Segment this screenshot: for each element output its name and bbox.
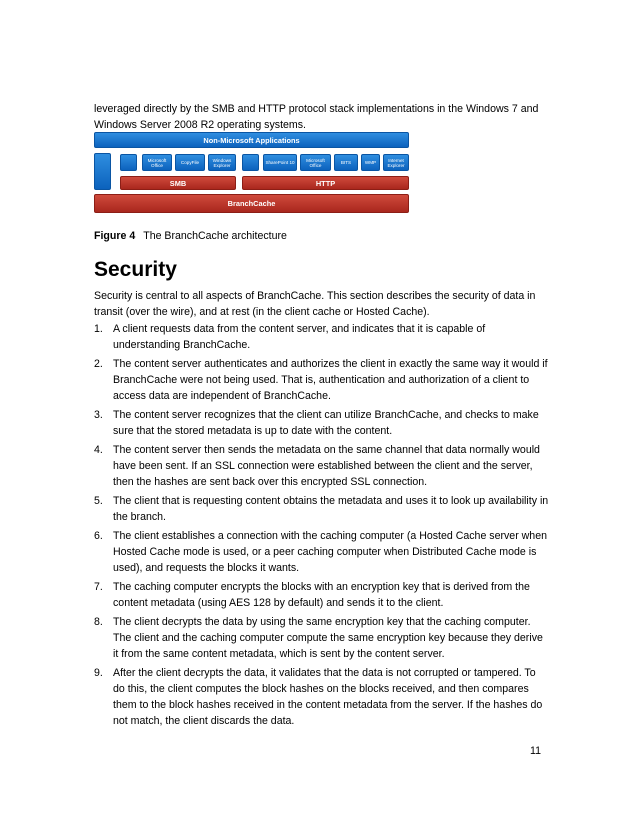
page-number: 11 — [530, 745, 541, 757]
app-internet-explorer: Internet Explorer — [383, 154, 409, 171]
list-item: 7. The caching computer encrypts the blocks with an encryption key that is derived from the content metadata (using AES 128 by default) and sends it to the client. — [94, 581, 530, 609]
app-windows-explorer: Windows Explorer — [208, 154, 236, 171]
list-item: 3. The content server recognizes that the client can utilize BranchCache, and checks to make sure that the stored metadata is up to date with the content. — [94, 409, 539, 437]
right-app-block — [242, 154, 259, 171]
left-app-block — [120, 154, 137, 171]
figure-caption-text: The BranchCache architecture — [143, 230, 287, 242]
smb-layer: SMB — [120, 176, 236, 190]
intro-text: leveraged directly by the SMB and HTTP protocol stack implementations in the Windows 7 and Windows Server 2008 R2 operating systems. — [94, 103, 539, 131]
list-item: 2. The content server authenticates and authorizes the client in exactly the same way it would if BranchCache were not being used. That is, authentication and authorization of a client to access data are independent of BranchCache. — [94, 358, 548, 402]
list-item: 1. A client requests data from the content server, and indicates that it is capable of understanding BranchCache. — [94, 323, 486, 351]
section-paragraph: Security is central to all aspects of BranchCache. This section describes the security of data in transit (over the wire), and at rest (in the client cache or Hosted Cache). — [94, 290, 536, 318]
app-microsoft-office-left: Microsoft Office — [142, 154, 172, 171]
app-wmp: WMP — [361, 154, 380, 171]
http-layer: HTTP — [242, 176, 409, 190]
list-item: 4. The content server then sends the metadata on the same channel that data normally would have been sent. If an SSL connection were established between the client and the server, then the hashes are sent back over this encrypted SSL connection. — [94, 444, 540, 488]
branchcache-layer: BranchCache — [94, 194, 409, 213]
figure-caption — [94, 230, 287, 242]
non-microsoft-apps-label: Non-Microsoft Applications — [203, 135, 300, 145]
app-copyfile: CopyFile — [175, 154, 205, 171]
security-steps-list — [94, 321, 549, 732]
list-item: 6. The client establishes a connection with the caching computer (a Hosted Cache server when Hosted Cache mode is used, or a peer caching computer when Distributed Cache mode is used), and requests the blocks it wants. — [94, 530, 547, 574]
app-bits: BITS — [334, 154, 358, 171]
app-microsoft-office-right: Microsoft Office — [300, 154, 331, 171]
left-side-bar — [94, 153, 111, 190]
list-item: 9. After the client decrypts the data, it validates that the data is not corrupted or tampered. To do this, the client computes the block hashes on the blocks received, and then compares them to the block hashes received in the content metadata from the server. If the hashes do not match, the client discards the data. — [94, 667, 543, 727]
app-sharepoint: SharePoint 10 — [263, 154, 297, 171]
list-item: 8. The client decrypts the data by using the same encryption key that the caching computer. The client and the caching computer compute the same encryption key because they derive it from the same content metadata, which is sent by the content server. — [94, 616, 543, 660]
section-heading: Security — [94, 258, 177, 281]
figure-label: Figure 4 — [94, 230, 136, 242]
branchcache-architecture-diagram — [94, 132, 409, 214]
non-microsoft-apps-bar — [94, 132, 409, 148]
list-item: 5. The client that is requesting content obtains the metadata and uses it to look up availability in the branch. — [94, 495, 549, 523]
